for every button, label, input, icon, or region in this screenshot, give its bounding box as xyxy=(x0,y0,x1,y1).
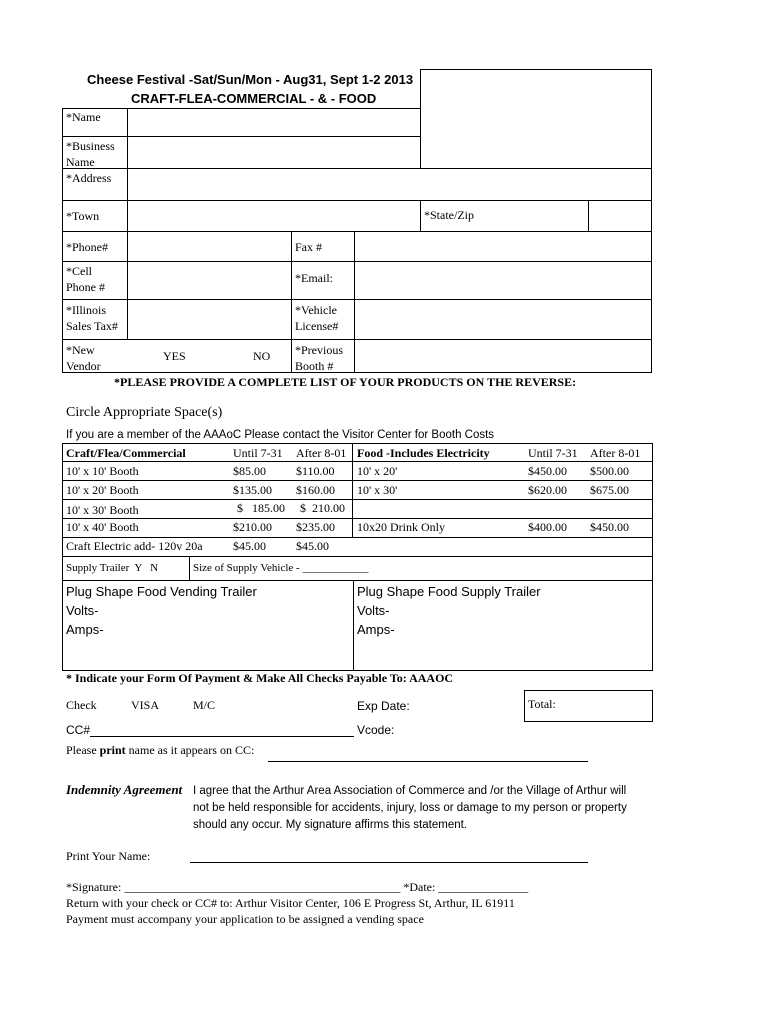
craft-after-header: After 8-01 xyxy=(296,446,347,460)
form-subtitle: CRAFT-FLEA-COMMERCIAL - & - FOOD xyxy=(131,91,377,106)
food-row[interactable]: 10' x 20' xyxy=(357,464,398,478)
business-name-field[interactable] xyxy=(128,137,419,167)
signature-date-line[interactable]: *Signature: ______________________________________________ *Date: _______________ xyxy=(66,880,529,894)
payment-heading: * Indicate your Form Of Payment & Make All Checks Payable To: AAAOC xyxy=(66,671,454,685)
vending-trailer-plug[interactable]: Plug Shape Food Vending Trailer Volts- Amps- xyxy=(66,584,257,637)
print-your-name-label: Print Your Name: xyxy=(66,849,151,863)
craft-row-after: $ 210.00 xyxy=(300,501,345,515)
craft-row-after: $160.00 xyxy=(296,483,335,497)
craft-row-until: $85.00 xyxy=(233,464,266,478)
food-header: Food -Includes Electricity xyxy=(357,446,490,460)
total-label: Total: xyxy=(528,697,556,711)
food-after-header: After 8-01 xyxy=(590,446,641,460)
vehicle-license-label: *Vehicle License# xyxy=(295,303,339,333)
cc-label: CC# xyxy=(66,723,91,737)
indemnity-title: Indemnity Agreement xyxy=(66,782,183,797)
mc-option[interactable]: M/C xyxy=(193,698,216,712)
state-zip-label: *State/Zip xyxy=(424,208,474,222)
products-notice: *PLEASE PROVIDE A COMPLETE LIST OF YOUR PRODUCTS ON THE REVERSE: xyxy=(114,375,577,389)
food-row-until: $450.00 xyxy=(528,464,567,478)
food-until-header: Until 7-31 xyxy=(528,446,578,460)
supply-trailer-plug[interactable]: Plug Shape Food Supply Trailer Volts- Amps- xyxy=(357,584,541,637)
address-label: *Address xyxy=(66,171,112,185)
cell-phone-field[interactable] xyxy=(128,262,290,298)
craft-row-until: $210.00 xyxy=(233,520,272,534)
visa-option[interactable]: VISA xyxy=(131,698,160,712)
new-vendor-label: *New Vendor xyxy=(66,343,101,373)
supply-vehicle-field[interactable]: Size of Supply Vehicle - ____________ xyxy=(193,562,369,574)
fax-field[interactable] xyxy=(355,232,651,260)
phone-field[interactable] xyxy=(128,232,290,260)
payment-note: Payment must accompany your application to be assigned a vending space xyxy=(66,912,424,926)
supply-trailer-field[interactable]: Supply Trailer Y N xyxy=(66,562,159,574)
return-address: Return with your check or CC# to: Arthur Visitor Center, 106 E Progress St, Arthur, IL 61911 xyxy=(66,896,515,910)
phone-label: *Phone# xyxy=(66,240,108,254)
food-row-after: $675.00 xyxy=(590,483,629,497)
indemnity-text: I agree that the Arthur Area Association of Commerce and /or the Village of Arthur will not be held responsible for accidents, injury, loss or damage to my person or property should any occur. My signature affirms this statement. xyxy=(193,785,627,831)
name-label: *Name xyxy=(66,110,101,124)
fax-label: Fax # xyxy=(295,240,322,254)
cell-phone-label: *Cell Phone # xyxy=(66,264,105,294)
craft-row-after: $235.00 xyxy=(296,520,335,534)
food-row-after: $450.00 xyxy=(590,520,629,534)
craft-row-after: $45.00 xyxy=(296,539,329,553)
exp-date-label: Exp Date: xyxy=(357,699,410,713)
address-field[interactable] xyxy=(128,169,651,199)
name-field[interactable] xyxy=(128,109,419,135)
email-label: *Email: xyxy=(295,271,333,285)
craft-row-until: $45.00 xyxy=(233,539,266,553)
craft-header: Craft/Flea/Commercial xyxy=(66,446,186,460)
state-zip-field[interactable] xyxy=(589,201,651,230)
craft-row-after: $110.00 xyxy=(296,464,335,478)
craft-row-until: $ 185.00 xyxy=(237,501,285,515)
member-note: If you are a member of the AAAoC Please contact the Visitor Center for Booth Costs xyxy=(66,429,495,441)
vcode-label: Vcode: xyxy=(357,723,395,737)
craft-row[interactable]: Craft Electric add- 120v 20a xyxy=(66,539,203,553)
form-title: Cheese Festival -Sat/Sun/Mon - Aug31, Sept 1-2 2013 xyxy=(87,72,414,87)
previous-booth-label: *Previous Booth # xyxy=(295,343,343,373)
craft-row[interactable]: 10' x 40' Booth xyxy=(66,520,139,534)
previous-booth-field[interactable] xyxy=(355,340,651,372)
food-row-until: $400.00 xyxy=(528,520,567,534)
check-option[interactable]: Check xyxy=(66,698,97,712)
food-row[interactable]: 10' x 30' xyxy=(357,483,398,497)
illinois-tax-label: *Illinois Sales Tax# xyxy=(66,303,118,333)
print-name-label: Please print name as it appears on CC: xyxy=(66,743,255,757)
craft-row-until: $135.00 xyxy=(233,483,272,497)
email-field[interactable] xyxy=(355,262,651,298)
town-label: *Town xyxy=(66,209,100,223)
food-row-until: $620.00 xyxy=(528,483,567,497)
print-name-line[interactable] xyxy=(268,761,588,762)
spaces-title: Circle Appropriate Space(s) xyxy=(66,405,223,420)
food-row[interactable]: 10x20 Drink Only xyxy=(357,520,445,534)
print-your-name-line[interactable] xyxy=(190,862,588,863)
town-field[interactable] xyxy=(128,201,419,230)
new-vendor-yes[interactable]: YES xyxy=(163,349,186,363)
craft-row[interactable]: 10' x 30' Booth xyxy=(66,503,139,517)
cc-number-line[interactable] xyxy=(90,736,354,737)
food-row-after: $500.00 xyxy=(590,464,629,478)
illinois-tax-field[interactable] xyxy=(128,300,290,338)
business-name-label: *Business Name xyxy=(66,139,115,169)
craft-row[interactable]: 10' x 20' Booth xyxy=(66,483,139,497)
new-vendor-no[interactable]: NO xyxy=(253,349,271,363)
craft-row[interactable]: 10' x 10' Booth xyxy=(66,464,139,478)
craft-until-header: Until 7-31 xyxy=(233,446,283,460)
vehicle-license-field[interactable] xyxy=(355,300,651,338)
